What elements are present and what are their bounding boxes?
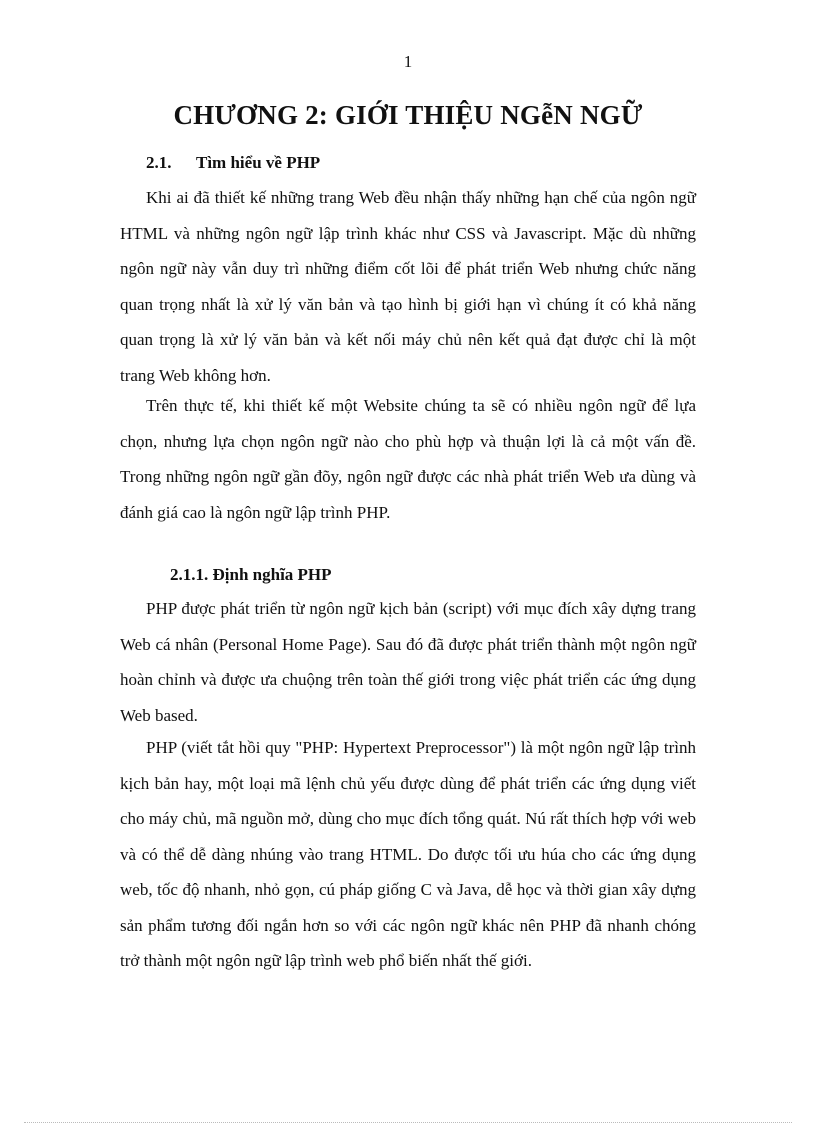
section-number: 2.1. (146, 153, 172, 172)
subsection-heading-2-1-1: 2.1.1. Định nghĩa PHP (170, 565, 332, 584)
page-number: 1 (403, 52, 413, 71)
paragraph-php-limitations: Khi ai đã thiết kế những trang Web đều nhận thấy những hạn chế của ngôn ngữ HTML và những ngôn ngữ lập trình khác như CSS và Javascript. Mặc dù những ngôn ngữ này vẫn duy trì những điểm cốt lõi để phát triển Web nhưng chức năng quan trọng nhất là xử lý văn bản và tạo hình bị giới hạn vì chúng ít có khả năng quan trọng là xử lý văn bản và kết nối máy chủ nên kết quả đạt được chỉ là một trang Web không hơn. (120, 188, 696, 385)
section-title: Tìm hiểu về PHP (196, 153, 321, 172)
paragraph-php-origin: PHP được phát triển từ ngôn ngữ kịch bản (script) với mục đích xây dựng trang Web cá nhân (Personal Home Page). Sau đó đã được phát triển thành một ngôn ngữ hoàn chỉnh và được ưa chuộng trên toàn thế giới trong việc phát triển các ứng dụng Web based. (120, 599, 696, 725)
section-heading-2-1 (146, 153, 320, 173)
paragraph-php-definition: PHP (viết tắt hồi quy "PHP: Hypertext Preprocessor") là một ngôn ngữ lập trình kịch bản hay, một loại mã lệnh chủ yếu được dùng để phát triển các ứng dụng viết cho máy chủ, mã nguồn mở, dùng cho mục đích tổng quát. Nú rất thích hợp với web và có thể dễ dàng nhúng vào trang HTML. Do được tối ưu húa cho các ứng dụng web, tốc độ nhanh, nhỏ gọn, cú pháp giống C và Java, dễ học và thời gian xây dựng sản phẩm tương đối ngắn hơn so với các ngôn ngữ khác nên PHP đã nhanh chóng trở thành một ngôn ngữ lập trình web phổ biến nhất thế giới. (120, 738, 696, 970)
chapter-title: CHƯƠNG 2: GIỚI THIỆU NGễN NGỮ (173, 100, 643, 130)
paragraph-language-choice: Trên thực tế, khi thiết kế một Website chúng ta sẽ có nhiều ngôn ngữ để lựa chọn, nhưng lựa chọn ngôn ngữ nào cho phù hợp và thuận lợi là cả một vấn đề. Trong những ngôn ngữ gần đõy, ngôn ngữ được các nhà phát triển Web ưa dùng và đánh giá cao là ngôn ngữ lập trình PHP. (120, 396, 696, 522)
